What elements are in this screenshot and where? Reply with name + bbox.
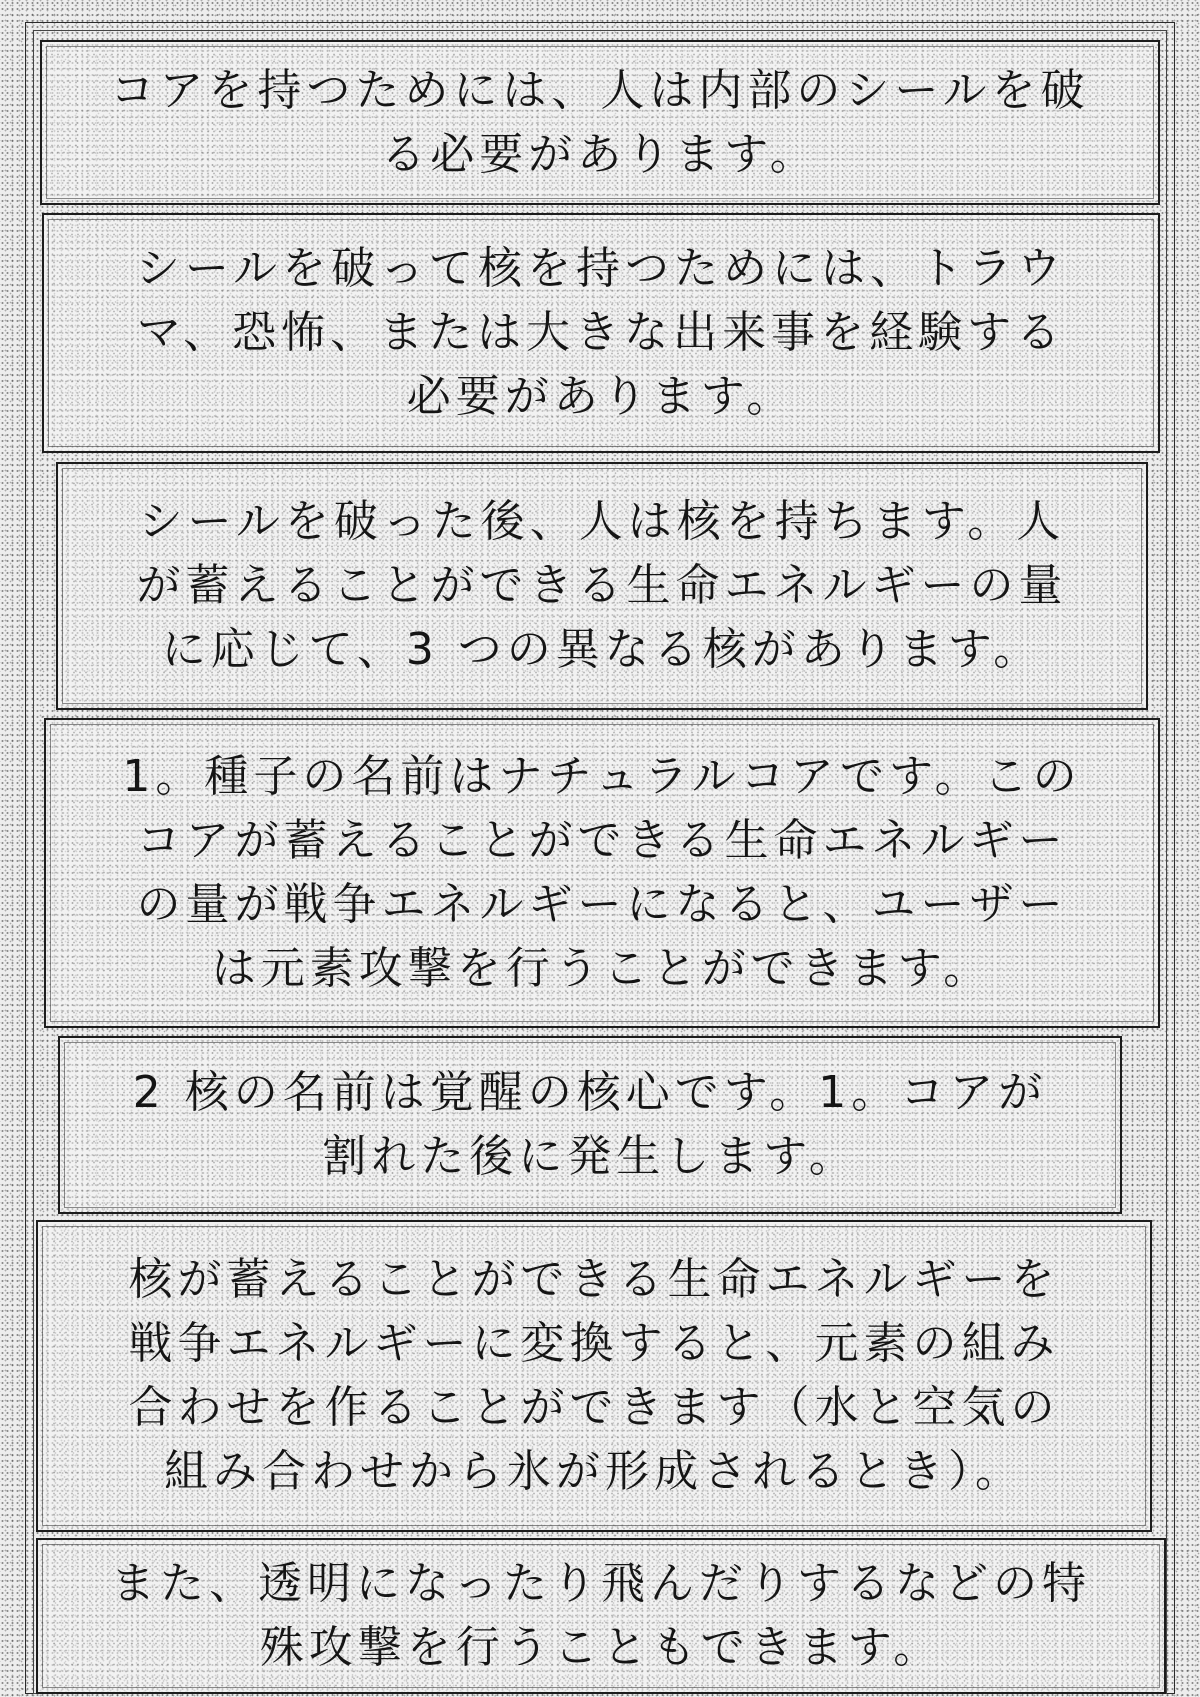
panel-text-6 [99,1248,1090,1504]
panel-text-7 [91,1552,1111,1680]
panel-4-line-1: 1。種子の名前はナチュラルコアです。この [122,751,1082,802]
panel-1-line-1: コアを持つためには、人は内部のシールを破 [110,64,1090,116]
text-panel-5 [58,1036,1122,1214]
panel-text-2 [66,237,1136,429]
panel-3-line-1: シールを破った後、人は核を持ちます。人 [138,496,1066,547]
panel-6-line-1: 核が蓄えることができる生命エネルギーを [128,1254,1060,1305]
panel-text-3 [107,490,1098,682]
panel-text-1 [80,59,1119,187]
panel-5-line-2: 割れた後に発生します。 [322,1131,858,1182]
text-panel-2 [42,213,1160,453]
panel-6-line-2: 戦争エネルギーに変換すると、元素の組み [128,1318,1060,1369]
panel-text-5 [113,1061,1067,1189]
panel-2-line-2: マ、恐怖、または大きな出来事を経験する [136,307,1066,358]
panel-2-line-1: シールを破って核を持つためには、トラウ [135,243,1067,294]
panel-7-line-2: 殊攻撃を行うこともできます。 [259,1622,943,1673]
panel-3-line-3: に応じて、3 つの異なる核があります。 [161,624,1043,675]
panel-6-line-4: 組み合わせから氷が形成されるとき）。 [164,1446,1024,1497]
panel-7-line-1: また、透明になったり飛んだりするなどの特 [111,1558,1091,1609]
panel-4-line-4: は元素攻撃を行うことができます。 [211,943,993,994]
panel-6-line-3: 合わせを作ることができます（水と空気の [128,1382,1060,1433]
text-panel-3 [56,462,1148,710]
panel-2-line-3: 必要があります。 [406,371,796,422]
panel-text-4 [82,745,1121,1001]
text-panel-1 [40,40,1160,205]
text-panel-7 [36,1538,1166,1694]
text-panel-6 [36,1220,1152,1532]
panel-5-line-1: 2 核の名前は覚醒の核心です。1。コアが [132,1067,1048,1118]
panel-1-line-2: る必要があります。 [381,128,819,180]
panel-4-line-2: コアが蓄えることができる生命エネルギー [136,815,1068,866]
panel-4-line-3: の量が戦争エネルギーになると、ユーザー [136,879,1068,930]
text-panel-4 [44,718,1160,1028]
panel-3-line-2: が蓄えることができる生命エネルギーの量 [136,560,1068,611]
